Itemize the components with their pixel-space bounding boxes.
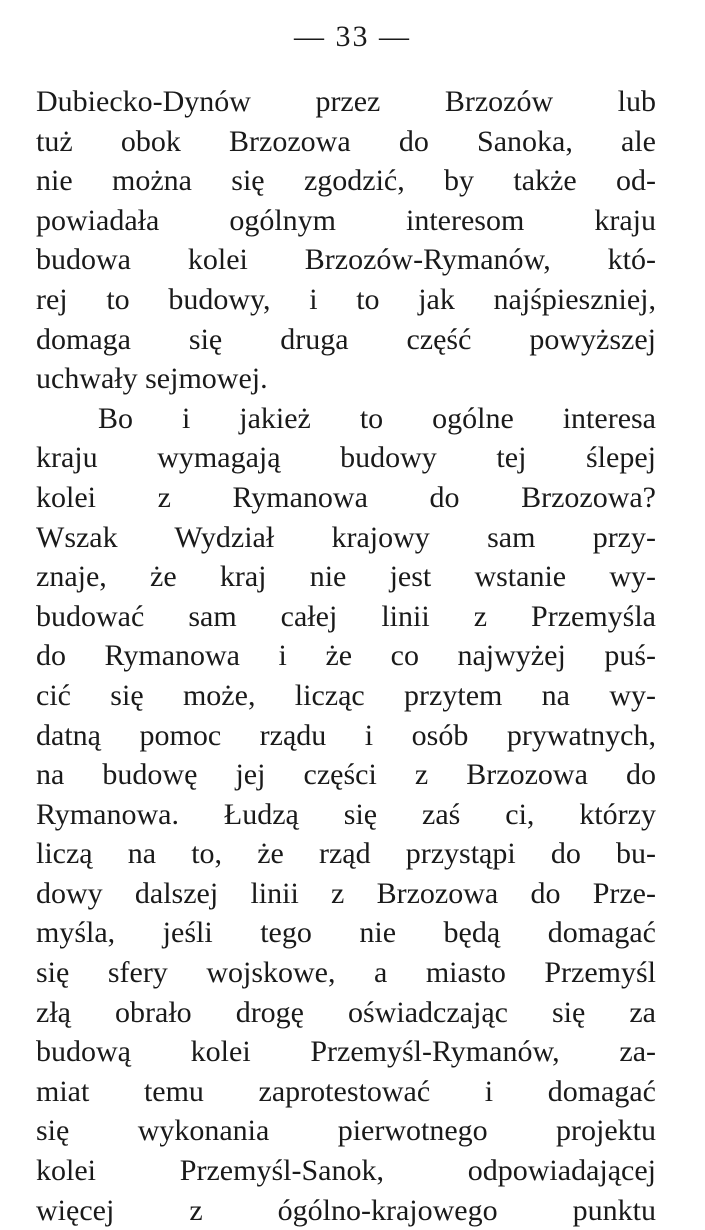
text-line: budowa kolei Brzozów-Rymanów, któ-: [36, 243, 656, 277]
body-text: [36, 82, 656, 1230]
text-line: rej to budowy, i to jak najśpieszniej,: [36, 282, 656, 316]
text-line: do Rymanowa i że co najwyżej puś-: [36, 639, 656, 673]
text-line: datną pomoc rządu i osób prywatnych,: [36, 718, 656, 752]
text-line: Bo i jakież to ogólne interesa: [98, 401, 656, 435]
text-line: Dubiecko-Dynów przez Brzozów lub: [36, 85, 656, 118]
text-line: Wszak Wydział krajowy sam przy-: [36, 520, 656, 554]
text-line: domaga się druga część powyższej: [36, 322, 656, 356]
text-line: kolei z Rymanowa do Brzozowa?: [36, 480, 656, 514]
page-number: — 33 —: [294, 20, 411, 53]
text-line: się wykonania pierwotnego projektu: [36, 1114, 656, 1148]
text-line: na budowę jej części z Brzozowa do: [36, 758, 656, 792]
text-line: kolei Przemyśl-Sanok, odpowiadającej: [36, 1154, 656, 1188]
text-line: myśla, jeśli tego nie będą domagać: [36, 916, 656, 950]
text-line: uchwały sejmowej.: [36, 362, 268, 396]
text-line: złą obrało drogę oświadczając się za: [36, 995, 656, 1029]
text-line: tuż obok Brzozowa do Sanoka, ale: [36, 124, 656, 158]
text-line: więcej z ógólno-krajowego punktu: [36, 1193, 656, 1227]
text-line: znaje, że kraj nie jest wstanie wy-: [36, 560, 656, 594]
text-line: miat temu zaprotestować i domagać: [36, 1074, 656, 1108]
text-line: liczą na to, że rząd przystąpi do bu-: [36, 837, 656, 871]
text-line: się sfery wojskowe, a miasto Przemyśl: [36, 956, 656, 990]
text-line: kraju wymagają budowy tej ślepej: [36, 441, 656, 475]
text-line: powiadała ogólnym interesom kraju: [36, 203, 656, 237]
text-line: cić się może, licząc przytem na wy-: [36, 678, 656, 712]
text-line: Rymanowa. Łudzą się zaś ci, którzy: [36, 797, 656, 831]
text-line: nie można się zgodzić, by także od-: [36, 164, 656, 198]
text-line: budować sam całej linii z Przemyśla: [36, 599, 656, 633]
text-line: dowy dalszej linii z Brzozowa do Prze-: [36, 876, 656, 910]
text-line: budową kolei Przemyśl-Rymanów, za-: [36, 1035, 656, 1069]
